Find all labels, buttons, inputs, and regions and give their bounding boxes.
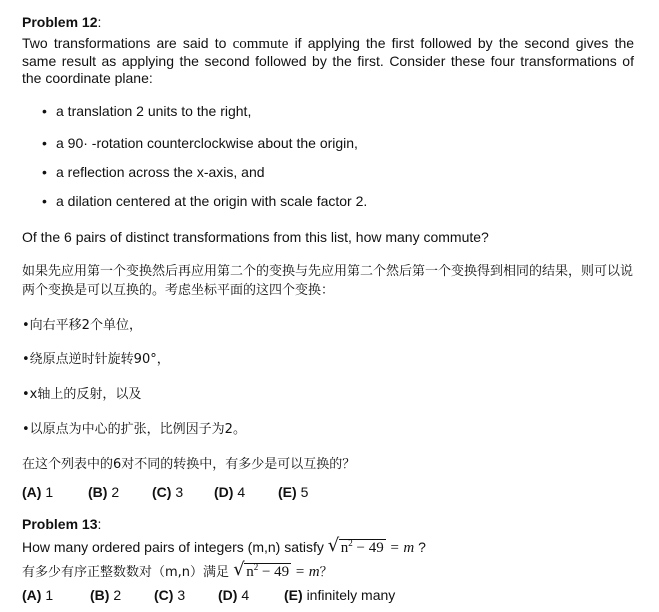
problem-13-choices [22, 587, 395, 603]
choice-letter: (E) [278, 484, 297, 500]
math-n: n [340, 540, 349, 556]
problem-12-choices [22, 484, 308, 500]
choice-letter: (D) [218, 587, 238, 603]
radical-sign: √ [233, 559, 245, 580]
math-rest: − 49 [352, 540, 384, 556]
choice-b [90, 587, 154, 603]
choice-e [284, 587, 395, 603]
intro-text-b: if applying the first followed by the second gives the same result as applying the second followed by the first. Consider these four transformations of the coordinate plane: [22, 35, 635, 86]
question-mark: ？ [319, 565, 333, 580]
problem-12-title: Problem 12 [22, 14, 98, 30]
radical-sign: √ [327, 535, 340, 556]
choice-value: 2 [113, 587, 122, 603]
heading-colon: : [97, 516, 102, 532]
choice-value: 1 [45, 484, 54, 500]
choice-letter: (A) [22, 484, 42, 500]
bullet-item [42, 103, 251, 119]
zh-bullet-item: •向右平移2个单位， [22, 318, 142, 333]
radicand [339, 539, 386, 556]
choice-e [278, 484, 308, 500]
choice-letter: (C) [152, 484, 172, 500]
problem-12-heading [22, 14, 101, 30]
bullet-item [42, 164, 265, 180]
zh-bullet-item: •x轴上的反射，以及 [22, 387, 142, 402]
math-rest: − 49 [258, 564, 290, 580]
choice-letter: (B) [90, 587, 110, 603]
choice-a [22, 587, 90, 603]
choice-d [218, 587, 284, 603]
zh-question-text: 有多少有序正整数数对（m,n）满足 [22, 565, 230, 580]
bullet-item [42, 135, 358, 151]
problem-12-question: Of the 6 pairs of distinct transformations from this list, how many commute? [22, 229, 489, 245]
choice-d [214, 484, 278, 500]
square-root [233, 559, 291, 581]
intro-text-a: Two transformations are said to [22, 35, 227, 51]
choice-value: 3 [175, 484, 184, 500]
question-text: How many ordered pairs of integers (m,n) satisfy [22, 539, 324, 555]
choice-value: 4 [237, 484, 246, 500]
math-n: n [246, 564, 254, 580]
choice-value: 5 [300, 484, 309, 500]
radicand [244, 563, 291, 580]
problem-12-zh-question: 在这个列表中的6对不同的转换中，有多少是可以互换的？ [22, 457, 356, 472]
bullet-text: a 90· -rotation counterclockwise about the origin, [56, 135, 358, 151]
choice-letter: (B) [88, 484, 108, 500]
term-commute: commute [232, 36, 289, 52]
problem-12-zh-intro: 如果先应用第一个变换然后再应用第二个的变换与先应用第二个然后第一个变换得到相同的结果，则可以说两个变换是可以互换的。考虑坐标平面的这四个变换： [22, 264, 634, 298]
choice-letter: (A) [22, 587, 42, 603]
math-expression [233, 559, 320, 580]
choice-letter: (D) [214, 484, 234, 500]
bullet-dot: • [42, 164, 47, 180]
question-mark: ? [414, 539, 426, 555]
problem-13-question [22, 535, 426, 557]
choice-value: 3 [177, 587, 186, 603]
problem-12-intro [22, 35, 634, 87]
choice-value: 1 [45, 587, 54, 603]
math-exponent: 2 [253, 562, 259, 572]
math-equals-m: = m [291, 564, 320, 580]
choice-a [22, 484, 88, 500]
math-equals-m: = m [385, 540, 415, 556]
zh-bullet-item: •绕原点逆时针旋转90°， [22, 352, 170, 367]
choice-c [154, 587, 218, 603]
choice-value: 4 [241, 587, 250, 603]
problem-13-title: Problem 13 [22, 516, 98, 532]
bullet-dot: • [42, 135, 47, 151]
choice-value: infinitely many [306, 587, 396, 603]
bullet-dot: • [42, 103, 47, 119]
choice-value: 2 [111, 484, 120, 500]
choice-c [152, 484, 214, 500]
choice-letter: (C) [154, 587, 174, 603]
zh-bullet-item: •以原点为中心的扩张，比例因子为2。 [22, 422, 246, 437]
choice-b [88, 484, 152, 500]
bullet-dot: • [42, 193, 47, 209]
choice-letter: (E) [284, 587, 303, 603]
bullet-text: a reflection across the x-axis, and [56, 164, 265, 180]
square-root [327, 535, 386, 557]
math-expression [327, 535, 415, 556]
problem-13-zh-question [22, 561, 333, 581]
math-exponent: 2 [348, 538, 353, 548]
bullet-text: a dilation centered at the origin with scale factor 2. [56, 193, 368, 209]
bullet-text: a translation 2 units to the right, [56, 103, 252, 119]
problem-13-heading [22, 516, 101, 532]
bullet-item [42, 193, 367, 209]
heading-colon: : [97, 14, 102, 30]
